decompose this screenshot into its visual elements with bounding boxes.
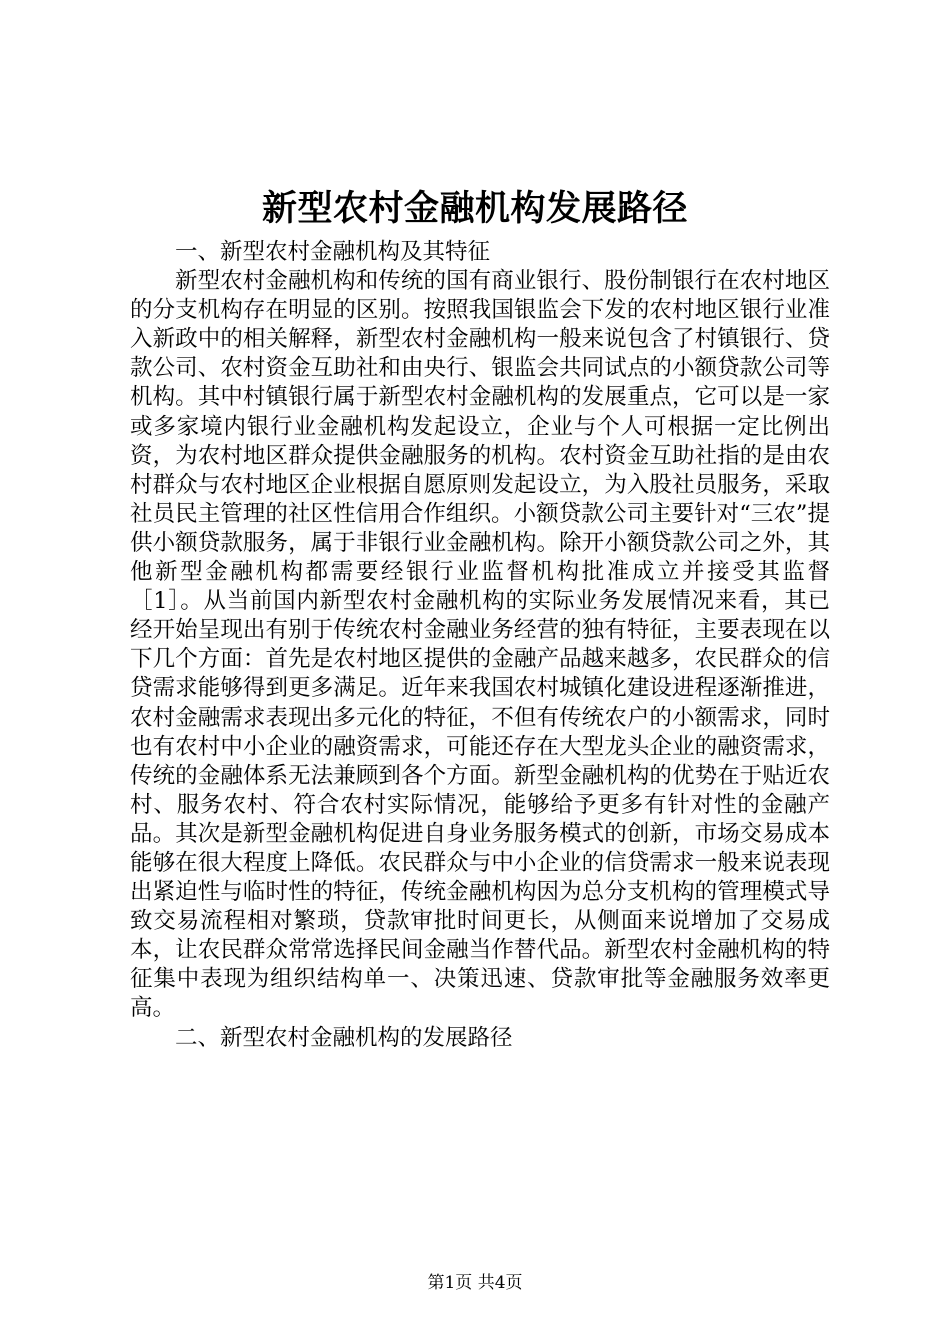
section-heading-2: 二、新型农村金融机构的发展路径 [175, 1024, 513, 1051]
section-heading-1: 一、新型农村金融机构及其特征 [175, 239, 491, 265]
page-footer: 第1页 共4页 [427, 1273, 523, 1293]
document-body [130, 238, 830, 1053]
body-paragraph-1: 新型农村金融机构和传统的国有商业银行、股份制银行在农村地区的分支机构存在明显的区别。按照我国银监会下发的农村地区银行业准入新政中的相关解释，新型农村金融机构一般来说包含了村镇银行、贷款公司、农村资金互助社和由央行、银监会共同试点的小额贷款公司等机构。其中村镇银行属于新型农村金融机构的发展重点，它可以是一家或多家境内银行业金融机构发起设立，企业与个人可根据一定比例出资，为农村地区群众提供金融服务的机构。农村资金互助社指的是由农村群众与农村地区企业根据自愿原则发起设立，为入股社员服务，采取社员民主管理的社区性信用合作组织。小额贷款公司主要针对“三农”提供小额贷款服务，属于非银行业金融机构。除开小额贷款公司之外，其他新型金融机构都需要经银行业监督机构批准成立并接受其监督［1］。从当前国内新型农村金融机构的实际业务发展情况来看，其已经开始呈现出有别于传统农村金融业务经营的独有特征，主要表现在以下几个方面：首先是农村地区提供的金融产品越来越多，农民群众的信贷需求能够得到更多满足。近年来我国农村城镇化建设进程逐渐推进，农村金融需求表现出多元化的特征，不但有传统农户的小额需求，同时也有农村中小企业的融资需求，可能还存在大型龙头企业的融资需求，传统的金融体系无法兼顾到各个方面。新型金融机构的优势在于贴近农村、服务农村、符合农村实际情况，能够给予更多有针对性的金融产品。其次是新型金融机构促进自身业务服务模式的创新，市场交易成本能够在很大程度上降低。农民群众与中小企业的信贷需求一般来说表现出紧迫性与临时性的特征，传统金融机构因为总分支机构的管理模式导致交易流程相对繁琐，贷款审批时间更长，从侧面来说增加了交易成本，让农民群众常常选择民间金融当作替代品。新型农村金融机构的特征集中表现为组织结构单一、决策迅速、贷款审批等金融服务效率更高。 [130, 268, 830, 1022]
document-title: 新型农村金融机构发展路径 [261, 188, 688, 229]
